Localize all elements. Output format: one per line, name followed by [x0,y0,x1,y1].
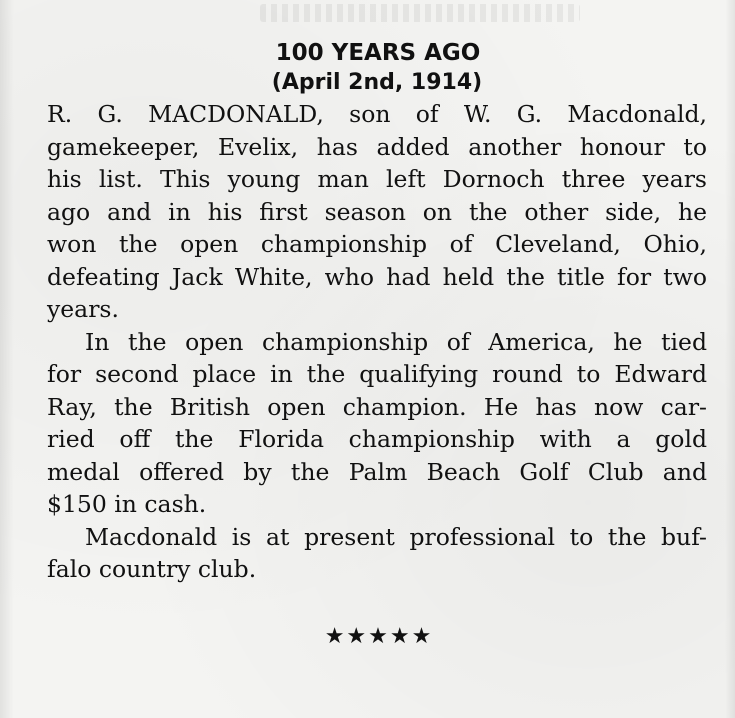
article [47,38,707,649]
text-line: medal offered by the Palm Beach Golf Club and [47,457,707,486]
text-line: defeating Jack White, who had held the title for two [47,262,707,291]
text-line: for second place in the qualifying round to Edward [47,360,707,388]
paragraph-1 [47,98,707,326]
scan-edge-right [725,0,735,718]
text-line: $150 in cash. [47,490,207,518]
text-line: ried off the Florida championship with a gold [47,425,707,453]
scan-edge-left [0,0,14,718]
text-line: Ray, the British open champion. He has now car- [47,392,707,421]
text-line: gamekeeper, Evelix, has added another honour to [47,132,707,161]
text-line: years. [47,295,119,323]
text-line: ago and in his first season on the other side, he [47,197,707,226]
text-line: Macdonald is at present professional to the buf- [85,522,707,551]
paragraph-2 [47,326,707,521]
headline: 100 YEARS AGO [275,40,481,66]
text-line: won the open championship of Cleveland, Ohio, [47,230,707,258]
text-line: In the open championship of America, he tied [85,327,707,356]
bleed-through-masthead [260,4,580,22]
dateline: (April 2nd, 1914) [271,70,483,95]
text-line: his list. This young man left Dornoch three years [47,165,707,193]
star-separator: ★★★★★ [324,623,434,649]
text-line: falo country club. [47,555,257,583]
paragraph-3 [47,521,707,586]
article-body [47,98,707,586]
text-line: R. G. MACDONALD, son of W. G. Macdonald, [47,100,707,128]
